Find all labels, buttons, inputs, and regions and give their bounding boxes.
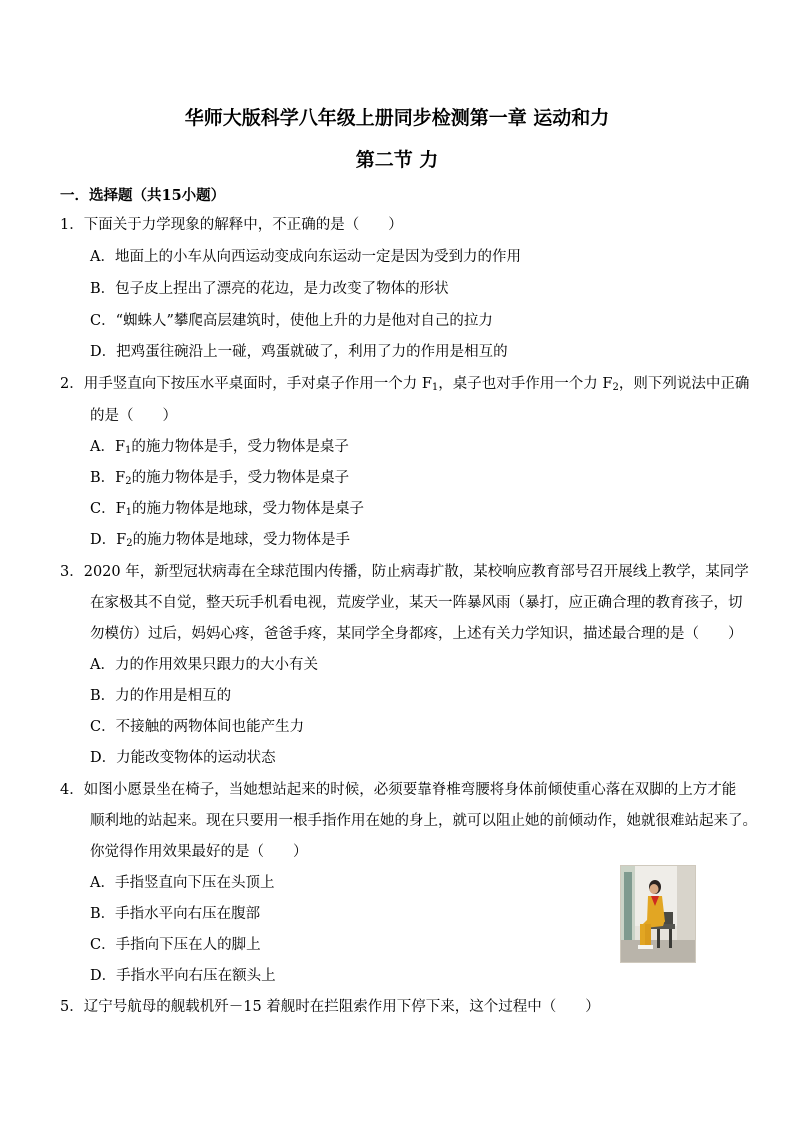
question-3-option-d: D．力能改变物体的运动状态 — [90, 750, 276, 766]
question-1-option-b: B．包子皮上捏出了漂亮的花边，是力改变了物体的形状 — [90, 281, 449, 297]
question-2-option-d: D．$F_2$的施力物体是地球，受力物体是手 — [90, 532, 351, 549]
question-2-option-a: A．$F_1$的施力物体是手，受力物体是桌子 — [90, 439, 349, 456]
question-2-option-c: C．$F_1$的施力物体是地球，受力物体是桌子 — [90, 501, 365, 518]
seated-girl-photo — [620, 865, 696, 963]
question-3-option-a: A．力的作用效果只跟力的大小有关 — [90, 657, 318, 673]
question-2-stem-line-1: 2．用手竖直向下按压水平桌面时，手对桌子作用一个力 $F_1$，桌子也对手作用一个力 $F_2$，则下列说法中正确 — [60, 376, 750, 393]
question-1-option-d: D．把鸡蛋往碗沿上一碰，鸡蛋就破了，利用了力的作用是相互的 — [90, 344, 508, 360]
section-subtitle: 第二节 力 — [355, 149, 439, 171]
question-1-option-c: C．“蜘蛛人”攀爬高层建筑时，使他上升的力是他对自己的拉力 — [90, 313, 493, 329]
question-3-stem-line-1: 3．2020 年，新型冠状病毒在全球范围内传播，防止病毒扩散，某校响应教育部号召开展线上教学，某同学 — [60, 564, 749, 580]
question-2-option-b: B．$F_2$的施力物体是手，受力物体是桌子 — [90, 470, 350, 487]
question-4-stem-line-2: 顺利地的站起来。现在只要用一根手指作用在她的身上，就可以阻止她的前倾动作，她就很难站起来了。 — [90, 813, 757, 829]
question-4-option-a: A．手指竖直向下压在头顶上 — [90, 875, 275, 891]
question-3-option-b: B．力的作用是相互的 — [90, 688, 232, 704]
question-2-stem-line-2: 的是（ ） — [90, 408, 177, 424]
question-1-option-a: A．地面上的小车从向西运动变成向东运动一定是因为受到力的作用 — [90, 249, 521, 265]
question-4-option-c: C．手指向下压在人的脚上 — [90, 937, 261, 953]
question-3-stem-line-3: 勿模仿）过后，妈妈心疼，爸爸手疼，某同学全身都疼，上述有关力学知识，描述最合理的是（ ） — [90, 626, 743, 642]
question-4-option-b: B．手指水平向右压在腹部 — [90, 906, 261, 922]
question-4-stem-line-1: 4．如图小愿景坐在椅子，当她想站起来的时候，必须要靠脊椎弯腰将身体前倾使重心落在双脚的上方才能 — [60, 782, 737, 798]
question-4-option-d: D．手指水平向右压在额头上 — [90, 968, 276, 984]
question-1-stem: 1．下面关于力学现象的解释中，不正确的是（ ） — [60, 217, 403, 233]
question-3-option-c: C．不接触的两物体间也能产生力 — [90, 719, 305, 735]
document-title: 华师大版科学八年级上册同步检测第一章 运动和力 — [184, 107, 610, 129]
question-5-stem: 5．辽宁号航母的舰载机歼－15 着舰时在拦阻索作用下停下来，这个过程中（ ） — [60, 999, 600, 1015]
question-3-stem-line-2: 在家极其不自觉，整天玩手机看电视，荒废学业，某天一阵暴风雨（暴打，应正确合理的教育孩子，切 — [90, 595, 743, 611]
section-heading: 一．选择题（共15小题） — [60, 187, 226, 204]
seated-girl-illustration — [621, 866, 695, 962]
question-4-stem-line-3: 你觉得作用效果最好的是（ ） — [90, 844, 308, 860]
